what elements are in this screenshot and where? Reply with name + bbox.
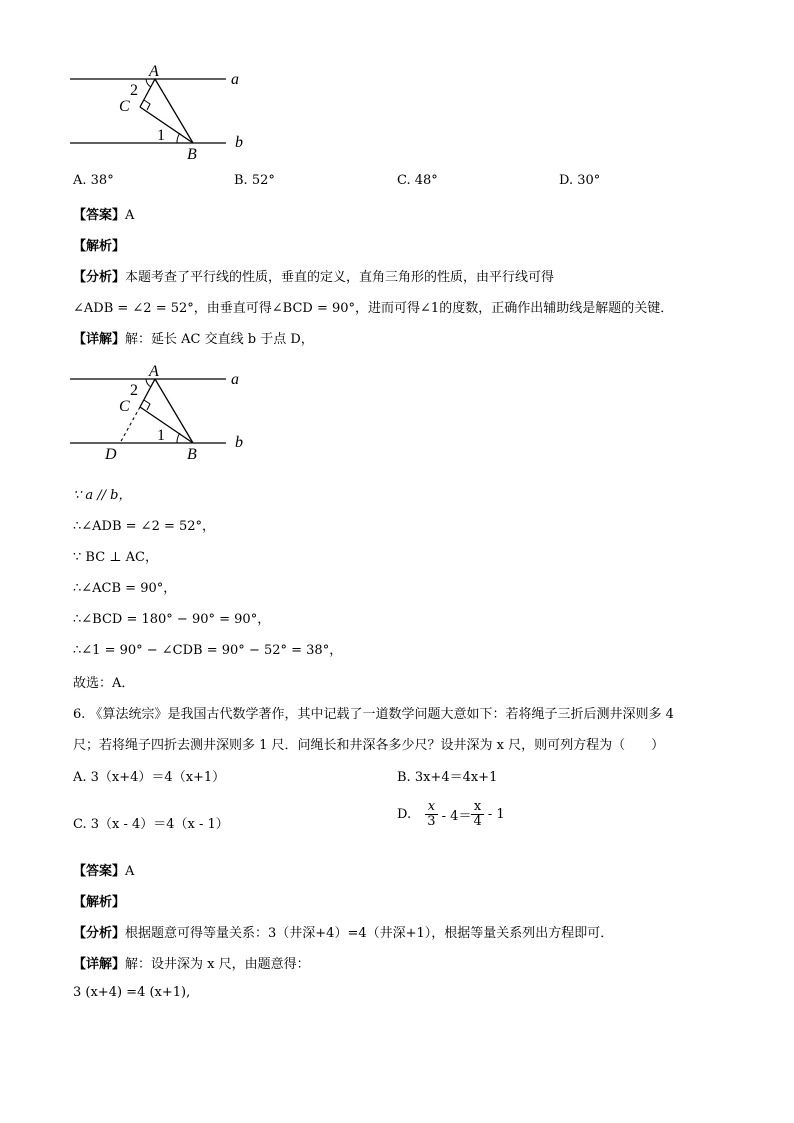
answer-value: A <box>125 864 135 879</box>
step-6: ∴∠1 = 90° − ∠CDB = 90° − 52° = 38°， <box>73 643 343 658</box>
answer-tag: 【答案】 <box>73 208 126 223</box>
label-b: b <box>235 134 243 151</box>
q6-option-d-end: - 1 <box>483 807 505 822</box>
q6-detail-line <box>73 953 310 972</box>
step-7: 故选：A． <box>73 676 135 691</box>
figure-2 <box>60 360 260 470</box>
q6-option-b: B. 3x+4＝4x+1 <box>397 770 498 785</box>
fenxi-text: 本题考查了平行线的性质，垂直的定义，直角三角形的性质，由平行线可得 <box>125 270 555 285</box>
label-A: A <box>149 363 159 380</box>
label-a: a <box>231 71 239 88</box>
label-B: B <box>187 146 197 163</box>
q6-stem-line-2: 尺；若将绳子四折去测井深则多 1 尺．问绳长和井深各多少尺？设井深为 x 尺，则可列方程为（ ） <box>73 738 665 753</box>
option-a: A. 38° <box>73 173 114 188</box>
label-C: C <box>119 98 130 115</box>
answer-line <box>73 204 134 223</box>
q6-fenxi-line <box>73 922 613 941</box>
q6-option-c: C. 3（x - 4）＝4（x - 1） <box>73 817 229 832</box>
fraction-denominator: 3 <box>427 814 436 829</box>
answer-tag: 【答案】 <box>73 864 126 879</box>
label-C: C <box>119 398 130 415</box>
fenxi-line-2: ∠ADB = ∠2 = 52°，由垂直可得∠BCD = 90°，进而可得∠1的度数，正确作出辅助线是解题的关键． <box>73 301 674 316</box>
fraction-numerator: x <box>425 800 437 815</box>
fraction-denominator: 4 <box>473 814 482 829</box>
q6-analysis-tag: 【解析】 <box>73 895 126 910</box>
fenxi-text: 根据题意可得等量关系：3（井深+4）=4（井深+1），根据等量关系列出方程即可． <box>125 926 614 941</box>
answer-value: A <box>125 208 135 223</box>
step-3: ∵ BC ⊥ AC， <box>73 550 158 565</box>
label-b: b <box>235 434 243 451</box>
fenxi-line <box>73 266 554 285</box>
label-2: 2 <box>130 82 138 99</box>
right-angle-mark <box>144 400 150 410</box>
detail-line <box>73 328 314 347</box>
q6-option-d <box>397 800 505 829</box>
fraction-x-over-3 <box>425 800 437 829</box>
right-angle-mark <box>144 100 150 110</box>
angle-2-arc <box>146 79 151 87</box>
step-1: ∵ a // b， <box>73 488 132 503</box>
label-D: D <box>105 446 117 463</box>
step-2: ∴∠ADB = ∠2 = 52°， <box>73 519 216 534</box>
option-d: D. 30° <box>559 173 601 188</box>
fenxi-tag: 【分析】 <box>73 270 126 285</box>
angle-1-arc <box>177 433 180 443</box>
q6-equation: 3 (x+4) =4 (x+1), <box>73 985 191 1000</box>
label-B: B <box>187 446 197 463</box>
q6-option-d-label: D. <box>397 807 412 822</box>
detail-text: 解：延长 AC 交直线 b 于点 D， <box>125 332 314 347</box>
q6-stem-line-1: 6. 《算法统宗》是我国古代数学著作，其中记载了一道数学问题大意如下：若将绳子三折后测井深则多 4 <box>73 707 674 722</box>
angle-2-arc <box>146 379 151 387</box>
detail-tag: 【详解】 <box>73 332 126 347</box>
fenxi-tag: 【分析】 <box>73 926 126 941</box>
detail-tag: 【详解】 <box>73 957 126 972</box>
label-2: 2 <box>130 382 138 399</box>
segment-cb <box>140 107 193 143</box>
q6-option-d-mid: - 4＝ <box>437 809 472 824</box>
segment-cb <box>140 407 193 443</box>
detail-text: 解：设井深为 x 尺，由题意得： <box>125 957 310 972</box>
label-A: A <box>149 63 159 80</box>
fraction-x-over-4 <box>471 800 483 829</box>
label-a: a <box>231 371 239 388</box>
step-4: ∴∠ACB = 90°， <box>73 581 177 596</box>
step-5: ∴∠BCD = 180° − 90° = 90°， <box>73 612 271 627</box>
option-c: C. 48° <box>397 173 438 188</box>
label-1: 1 <box>157 127 165 144</box>
fraction-numerator: x <box>471 800 483 815</box>
angle-1-arc <box>177 133 180 143</box>
analysis-tag: 【解析】 <box>73 239 126 254</box>
label-1: 1 <box>157 427 165 444</box>
q6-option-a: A. 3（x+4）＝4（x+1） <box>73 770 226 785</box>
q6-answer-line <box>73 860 134 879</box>
figure-1 <box>60 60 260 170</box>
option-b: B. 52° <box>234 173 275 188</box>
